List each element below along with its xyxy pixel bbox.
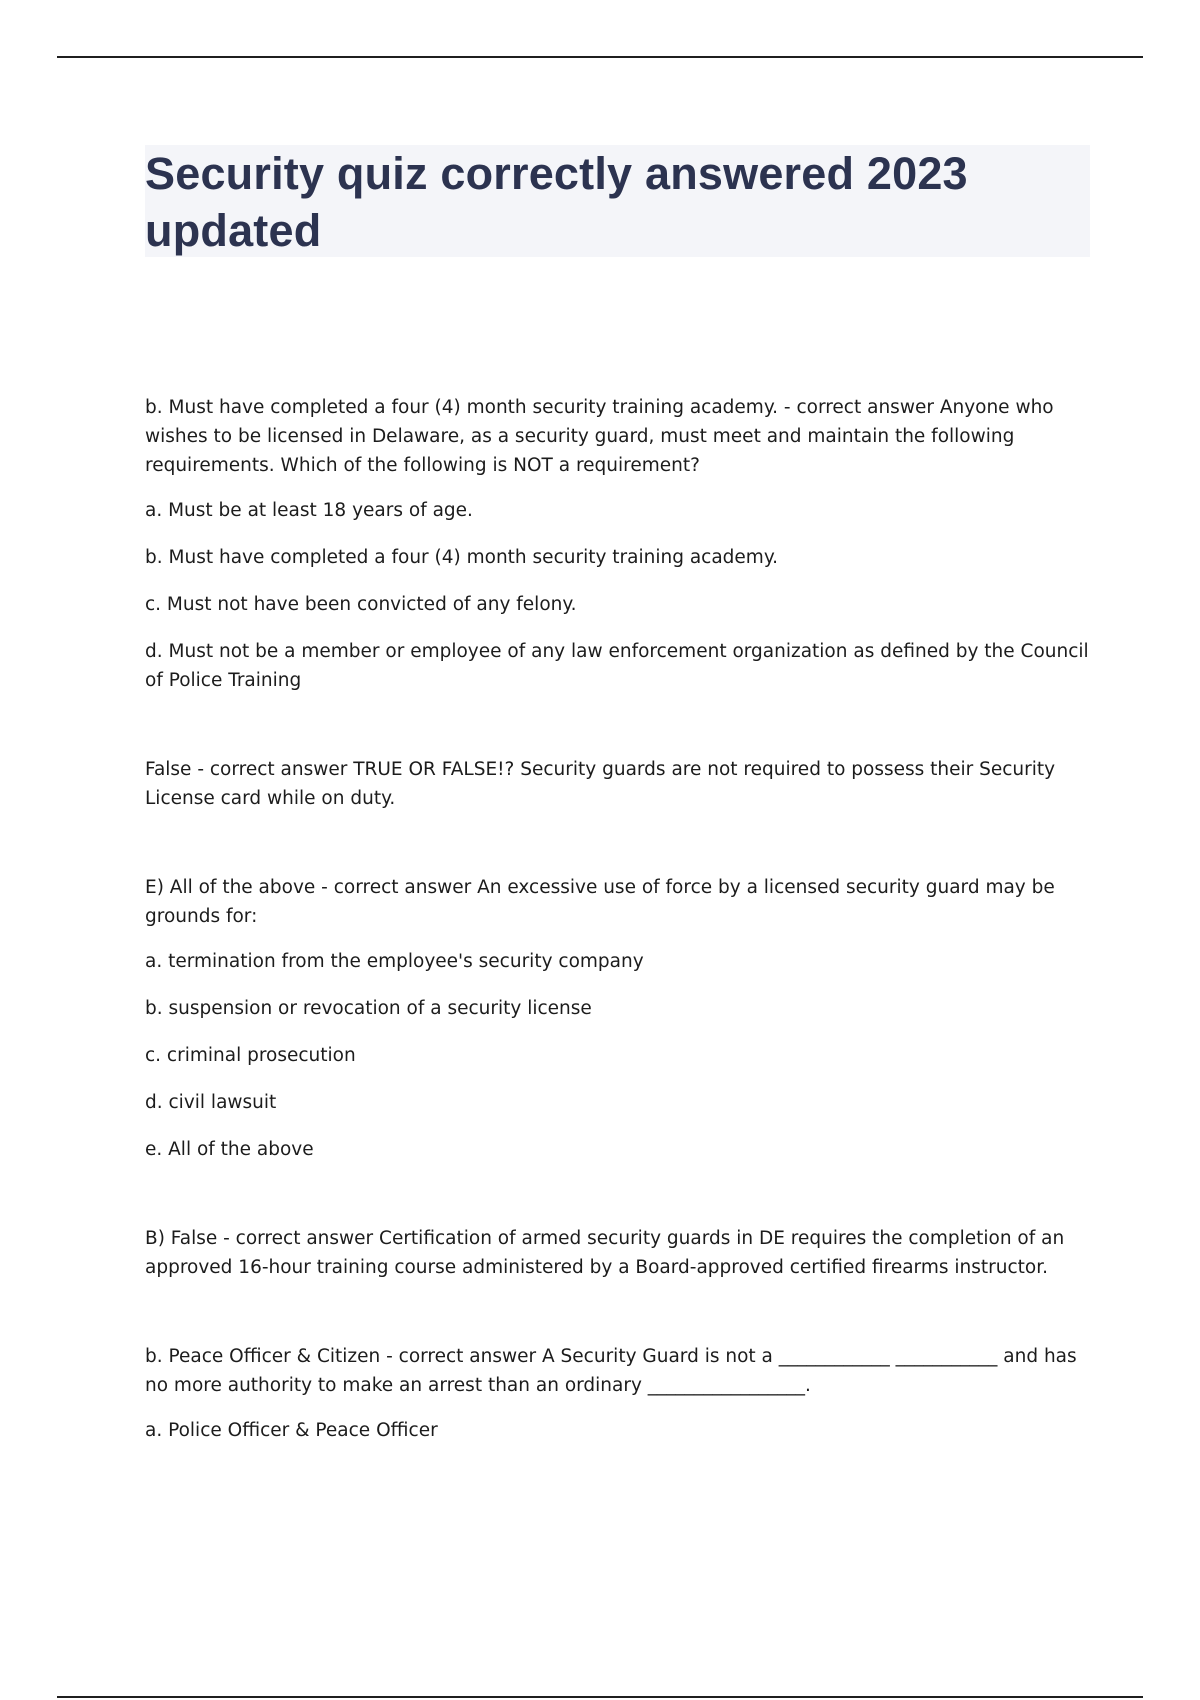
question-block xyxy=(145,1224,1090,1282)
answer-option: a. termination from the employee's security company xyxy=(145,951,644,972)
answer-option: a. Must be at least 18 years of age. xyxy=(145,500,473,521)
answer-option: d. civil lawsuit xyxy=(145,1092,277,1113)
question-block xyxy=(145,755,1090,813)
question-text: b. Must have completed a four (4) month security training academy. - correct answer Anyone who wishes to be licensed in Delaware, as a security guard, must meet and maintain the following requirements. Which of the following is NOT a requirement? xyxy=(145,397,1054,476)
question-text: B) False - correct answer Certification of armed security guards in DE requires the completion of an approved 16-hour training course administered by a Board-approved certified firearms instructor. xyxy=(145,1228,1065,1278)
answer-option: b. suspension or revocation of a security license xyxy=(145,998,592,1019)
answer-option: c. criminal prosecution xyxy=(145,1045,356,1066)
question-text: E) All of the above - correct answer An excessive use of force by a licensed security guard may be grounds for: xyxy=(145,877,1055,927)
answer-option: b. Must have completed a four (4) month security training academy. xyxy=(145,547,779,568)
answer-option: e. All of the above xyxy=(145,1139,314,1160)
top-divider xyxy=(57,56,1143,58)
question-block xyxy=(145,393,1090,695)
question-block xyxy=(145,1342,1090,1445)
document-title: Security quiz correctly answered 2023 updated xyxy=(145,148,968,256)
answer-option: a. Police Officer & Peace Officer xyxy=(145,1420,438,1441)
answer-option: d. Must not be a member or employee of any law enforcement organization as defined by the Council of Police Training xyxy=(145,641,1089,691)
document-body xyxy=(145,393,1090,1445)
question-text: b. Peace Officer & Citizen - correct answer A Security Guard is not a ____________ ___________ and has no more authority to make an arrest than an ordinary _________________. xyxy=(145,1346,1077,1396)
answer-option: c. Must not have been convicted of any felony. xyxy=(145,594,577,615)
question-block xyxy=(145,873,1090,1164)
bottom-divider xyxy=(57,1696,1143,1698)
question-text: False - correct answer TRUE OR FALSE!? Security guards are not required to possess their Security License card while on duty. xyxy=(145,759,1056,809)
